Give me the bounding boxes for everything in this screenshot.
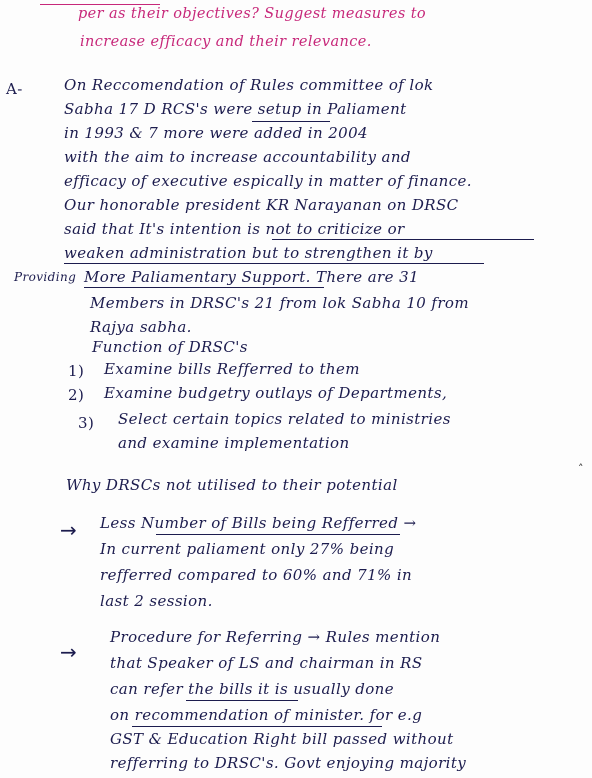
function-text-3: Select certain topics related to ministries (118, 410, 451, 428)
answer-line-8: weaken administration but to strengthen it by (64, 244, 433, 262)
function-num-3: 3) (78, 414, 95, 432)
why-heading: Why DRSCs not utilised to their potential (66, 476, 398, 494)
answer-line-4: with the aim to increase accountability and (64, 148, 411, 166)
underline (186, 700, 298, 701)
answer-line-6: Our honorable president KR Narayanan on DRSC (64, 196, 459, 214)
underline (156, 534, 400, 535)
function-text-2: Examine budgetry outlays of Departments, (104, 384, 448, 402)
why-point-2-line-3: can refer the bills it is usually done (110, 680, 395, 698)
function-num-1: 1) (68, 362, 85, 380)
why-point-1-line-3: refferred compared to 60% and 71% in (100, 566, 413, 584)
answer-line-7: said that It's intention is not to criticize or (64, 220, 405, 238)
answer-line-1: On Reccomendation of Rules committee of lok (64, 76, 434, 94)
why-point-2-line-1: Procedure for Referring → Rules mention (110, 628, 441, 646)
stray-mark: ˄ (578, 462, 584, 475)
answer-line-9: More Paliamentary Support. There are 31 (84, 268, 419, 286)
why-point-2-line-5: GST & Education Right bill passed without (110, 730, 454, 748)
function-num-2: 2) (68, 386, 85, 404)
answer-line-10: Members in DRSC's 21 from lok Sabha 10 from (90, 294, 469, 312)
why-point-1-line-2: In current paliament only 27% being (100, 540, 395, 558)
cut-off-line (40, 4, 160, 5)
function-text-3b: and examine implementation (118, 434, 350, 452)
answer-line-3: in 1993 & 7 more were added in 2004 (64, 124, 368, 142)
underline (64, 263, 484, 264)
underline (132, 726, 382, 727)
function-text-1: Examine bills Refferred to them (104, 360, 360, 378)
answer-marker: A- (6, 80, 23, 98)
why-point-2-line-2: that Speaker of LS and chairman in RS (110, 654, 423, 672)
why-point-1-line-4: last 2 session. (100, 592, 213, 610)
why-point-2-line-6: refferring to DRSC's. Govt enjoying majority (110, 754, 467, 772)
why-point-2-line-4: on recommendation of minister. for e.g (110, 706, 423, 724)
underline (252, 121, 330, 122)
question-line-2: increase efficacy and their relevance. (80, 34, 372, 50)
inserted-word: Providing (14, 270, 77, 284)
answer-line-2: Sabha 17 D RCS's were setup in Paliament (64, 100, 407, 118)
answer-line-11: Rajya sabha. (90, 318, 192, 336)
functions-heading: Function of DRSC's (92, 338, 248, 356)
answer-line-5: efficacy of executive espically in matter of finance. (64, 172, 472, 190)
why-point-1-line-1: Less Number of Bills being Refferred → (100, 514, 417, 532)
underline (272, 239, 534, 240)
question-line-1: per as their objectives? Suggest measures to (78, 6, 427, 22)
underline (84, 287, 324, 288)
arrow-icon: → (60, 640, 77, 664)
arrow-icon: → (60, 518, 77, 542)
